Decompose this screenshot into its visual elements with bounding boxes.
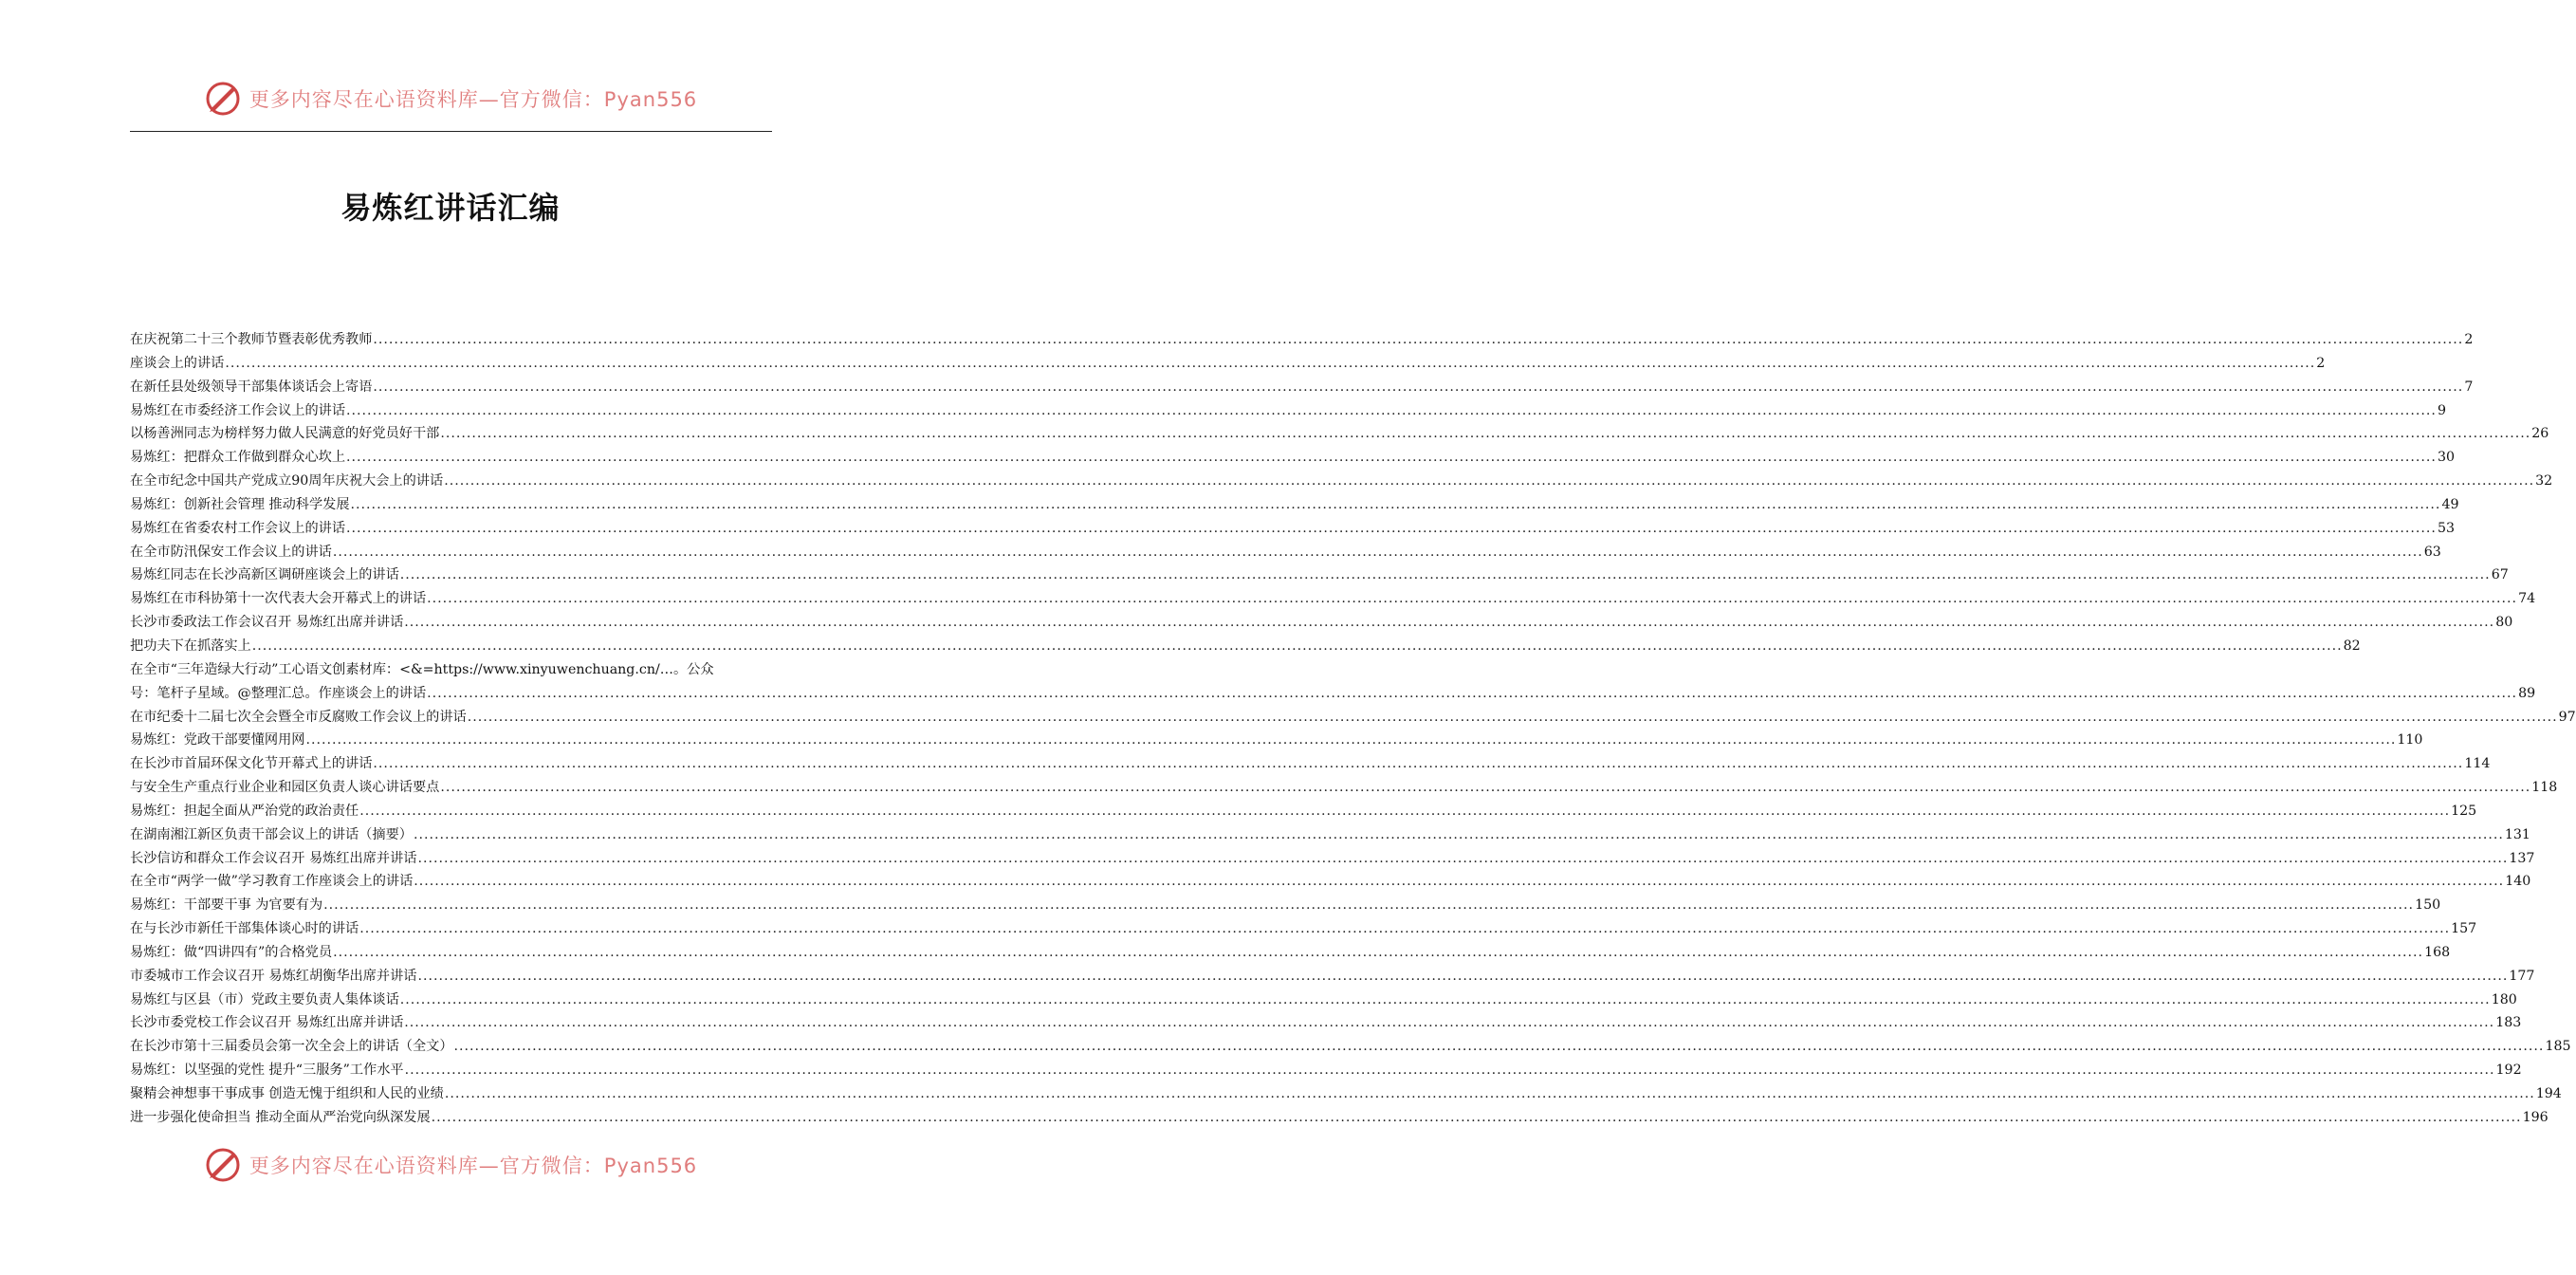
toc-item-title: 在庆祝第二十三个教师节暨表彰优秀教师 xyxy=(130,332,373,347)
toc-item-page: 89 xyxy=(2518,685,2536,701)
toc-item[interactable] xyxy=(130,1106,2548,1130)
toc-dot-leader: ................................................................................................................................................................................................................................................................................................................................................................................................................ xyxy=(323,897,2415,914)
toc-item-page: 125 xyxy=(2451,803,2477,819)
toc-dot-leader: ................................................................................................................................................................................................................................................................................................................................................................................................................ xyxy=(444,473,2535,490)
toc-item[interactable] xyxy=(130,564,2509,587)
toc-item-title: 与安全生产重点行业企业和园区负责人谈心讲话要点 xyxy=(130,780,440,796)
toc-item-page: 114 xyxy=(2464,756,2491,772)
toc-item[interactable] xyxy=(130,611,2513,635)
toc-item-title: 号：笔杆子星域。@整理汇总。作座谈会上的讲话 xyxy=(130,685,427,701)
toc-dot-leader: ................................................................................................................................................................................................................................................................................................................................................................................................................ xyxy=(333,944,2424,960)
toc-dot-leader: ................................................................................................................................................................................................................................................................................................................................................................................................................ xyxy=(431,1109,2522,1125)
toc-item-title: 在湖南湘江新区负责干部会议上的讲话（摘要） xyxy=(130,826,413,842)
toc-item-title: 易炼红与区县（市）党政主要负责人集体谈话 xyxy=(130,991,399,1007)
toc-dot-leader: ................................................................................................................................................................................................................................................................................................................................................................................................................ xyxy=(417,850,2509,866)
toc-item[interactable] xyxy=(130,917,2477,941)
toc-dot-leader: ................................................................................................................................................................................................................................................................................................................................................................................................................ xyxy=(350,496,2441,512)
toc-item-page: 180 xyxy=(2491,991,2517,1007)
toc-item-title: 易炼红：担起全面从严治党的政治责任 xyxy=(130,803,359,819)
toc-item-page: 32 xyxy=(2535,473,2553,490)
toc-item-page: 67 xyxy=(2491,567,2509,583)
toc-item[interactable] xyxy=(130,706,2576,730)
toc-item[interactable] xyxy=(130,446,2455,470)
toc-item-title: 聚精会神想事干事成事 创造无愧于组织和人民的业绩 xyxy=(130,1086,444,1101)
toc-dot-leader: ................................................................................................................................................................................................................................................................................................................................................................................................................ xyxy=(444,1086,2535,1101)
toc-item[interactable] xyxy=(130,1082,2562,1106)
toc-dot-leader: ................................................................................................................................................................................................................................................................................................................................................................................................................ xyxy=(332,544,2423,560)
toc-item[interactable] xyxy=(130,470,2553,493)
toc-item[interactable] xyxy=(130,823,2530,847)
toc-item-title: 座谈会上的讲话 xyxy=(130,355,225,371)
toc-item-page: 131 xyxy=(2504,826,2530,842)
toc-item[interactable] xyxy=(130,752,2491,776)
toc-dot-leader: ................................................................................................................................................................................................................................................................................................................................................................................................................ xyxy=(404,1015,2495,1031)
toc-item-page: 9 xyxy=(2437,402,2446,418)
toc-item[interactable] xyxy=(130,635,2361,658)
toc-item[interactable] xyxy=(130,517,2455,541)
toc-dot-leader: ................................................................................................................................................................................................................................................................................................................................................................................................................ xyxy=(440,780,2531,796)
toc-item-page: 110 xyxy=(2397,732,2423,748)
toc-dot-leader: ................................................................................................................................................................................................................................................................................................................................................................................................................ xyxy=(251,638,2343,654)
toc-item-title: 市委城市工作会议召开 易炼红胡衡华出席并讲话 xyxy=(130,968,417,984)
toc-dot-leader: ................................................................................................................................................................................................................................................................................................................................................................................................................ xyxy=(346,402,2437,418)
toc-item-page: 150 xyxy=(2415,897,2441,914)
toc-item-page: 49 xyxy=(2441,496,2459,512)
toc-item-page: 196 xyxy=(2522,1109,2548,1125)
toc-item-title: 易炼红在市科协第十一次代表大会开幕式上的讲话 xyxy=(130,591,427,607)
toc-dot-leader: ................................................................................................................................................................................................................................................................................................................................................................................................................ xyxy=(427,685,2518,701)
toc-item-page: 30 xyxy=(2437,450,2455,466)
toc-dot-leader: ................................................................................................................................................................................................................................................................................................................................................................................................................ xyxy=(373,756,2464,772)
toc-item-title: 在长沙市第十三届委员会第一次全会上的讲话（全文） xyxy=(130,1039,453,1055)
toc-dot-leader: ................................................................................................................................................................................................................................................................................................................................................................................................................ xyxy=(359,921,2451,937)
toc-item-page: 82 xyxy=(2343,638,2361,654)
toc-item-page: 157 xyxy=(2451,921,2477,937)
toc-item[interactable] xyxy=(130,328,2474,352)
toc-item-page: 168 xyxy=(2424,944,2451,960)
toc-item[interactable] xyxy=(130,493,2459,517)
toc-dot-leader: ................................................................................................................................................................................................................................................................................................................................................................................................................ xyxy=(413,826,2504,842)
toc-dot-leader: ................................................................................................................................................................................................................................................................................................................................................................................................................ xyxy=(427,591,2518,607)
toc-dot-leader: ................................................................................................................................................................................................................................................................................................................................................................................................................ xyxy=(404,615,2495,631)
toc-item-page: 63 xyxy=(2423,544,2441,560)
toc-item-page: 137 xyxy=(2509,850,2535,866)
toc-item-title: 在长沙市首届环保文化节开幕式上的讲话 xyxy=(130,756,373,772)
toc-item-title: 在全市防汛保安工作会议上的讲话 xyxy=(130,544,332,560)
toc-item-page: 2 xyxy=(2464,332,2474,347)
toc-dot-leader: ................................................................................................................................................................................................................................................................................................................................................................................................................ xyxy=(440,426,2531,442)
toc-item[interactable] xyxy=(130,776,2558,800)
toc-item-title: 在新任县处级领导干部集体谈话会上寄语 xyxy=(130,379,373,395)
footer-banner xyxy=(0,1144,901,1186)
toc-item-title: 长沙市委政法工作会议召开 易炼红出席并讲话 xyxy=(130,615,404,631)
toc-item-title: 长沙市委党校工作会议召开 易炼红出席并讲话 xyxy=(130,1015,404,1031)
header-divider xyxy=(130,131,772,132)
toc-item-title: 在全市纪念中国共产党成立90周年庆祝大会上的讲话 xyxy=(130,473,444,490)
toc-item-title: 易炼红在省委农村工作会议上的讲话 xyxy=(130,520,346,536)
toc-dot-leader: ................................................................................................................................................................................................................................................................................................................................................................................................................ xyxy=(453,1039,2545,1055)
table-of-contents xyxy=(130,328,2576,1130)
toc-item-title: 易炼红在市委经济工作会议上的讲话 xyxy=(130,402,346,418)
toc-item[interactable] xyxy=(130,989,2517,1012)
toc-item-page: 74 xyxy=(2518,591,2536,607)
toc-item-page: 97 xyxy=(2558,709,2576,725)
toc-item-title: 在与长沙市新任干部集体谈心时的讲话 xyxy=(130,921,359,937)
toc-item-title: 易炼红：创新社会管理 推动科学发展 xyxy=(130,496,350,512)
toc-item[interactable] xyxy=(130,800,2477,823)
header-banner xyxy=(0,78,901,120)
toc-item-page: 53 xyxy=(2437,520,2455,536)
toc-item-title: 在全市“三年造绿大行动”工心语文创素材库：<&=https://www.xinyuwenchuang.cn/…。公众 xyxy=(130,661,714,677)
toc-item-title: 以杨善洲同志为榜样努力做人民满意的好党员好干部 xyxy=(130,426,440,442)
page-title: 易炼红讲话汇编 xyxy=(340,190,561,226)
toc-item-title: 进一步强化使命担当 推动全面从严治党向纵深发展 xyxy=(130,1109,431,1125)
toc-item-title: 把功夫下在抓落实上 xyxy=(130,638,251,654)
toc-item[interactable] xyxy=(130,376,2474,399)
toc-dot-leader: ................................................................................................................................................................................................................................................................................................................................................................................................................ xyxy=(414,874,2505,890)
toc-item-page: 26 xyxy=(2531,426,2549,442)
toc-item-title: 易炼红：党政干部要懂网用网 xyxy=(130,732,305,748)
toc-item-page: 140 xyxy=(2505,874,2531,890)
toc-item[interactable] xyxy=(130,352,2326,376)
toc-dot-leader: ................................................................................................................................................................................................................................................................................................................................................................................................................ xyxy=(359,803,2451,819)
toc-dot-leader: ................................................................................................................................................................................................................................................................................................................................................................................................................ xyxy=(373,379,2464,395)
toc-dot-leader: ................................................................................................................................................................................................................................................................................................................................................................................................................ xyxy=(399,991,2491,1007)
toc-item[interactable] xyxy=(130,1059,2522,1082)
toc-item-page: 118 xyxy=(2531,780,2558,796)
pen-logo-icon xyxy=(204,1146,242,1184)
toc-item[interactable] xyxy=(130,1011,2522,1035)
toc-item-title: 在全市“两学一做”学习教育工作座谈会上的讲话 xyxy=(130,874,414,890)
banner-text: 更多内容尽在心语资料库—官方微信：Pyan556 xyxy=(248,1155,698,1177)
toc-item-page: 177 xyxy=(2509,968,2535,984)
toc-item-title: 易炼红：以坚强的党性 提升“三服务”工作水平 xyxy=(130,1062,404,1079)
toc-dot-leader: ................................................................................................................................................................................................................................................................................................................................................................................................................ xyxy=(399,567,2491,583)
toc-item-page: 80 xyxy=(2495,615,2513,631)
toc-item[interactable] xyxy=(130,847,2535,871)
toc-item[interactable] xyxy=(130,541,2441,564)
toc-item[interactable] xyxy=(130,1035,2571,1059)
toc-item-page: 185 xyxy=(2545,1039,2571,1055)
toc-item-title: 易炼红：做“四讲四有”的合格党员 xyxy=(130,944,333,960)
toc-dot-leader: ................................................................................................................................................................................................................................................................................................................................................................................................................ xyxy=(404,1062,2495,1079)
toc-item[interactable] xyxy=(130,682,2536,706)
toc-item-title: 易炼红：干部要干事 为官要有为 xyxy=(130,897,323,914)
toc-item[interactable] xyxy=(130,658,772,682)
toc-dot-leader: ................................................................................................................................................................................................................................................................................................................................................................................................................ xyxy=(305,732,2397,748)
toc-item-page: 194 xyxy=(2535,1086,2562,1101)
toc-dot-leader: ................................................................................................................................................................................................................................................................................................................................................................................................................ xyxy=(417,968,2509,984)
toc-dot-leader: ................................................................................................................................................................................................................................................................................................................................................................................................................ xyxy=(225,355,2316,371)
toc-dot-leader: ................................................................................................................................................................................................................................................................................................................................................................................................................ xyxy=(373,332,2464,347)
banner-text: 更多内容尽在心语资料库—官方微信：Pyan556 xyxy=(248,88,698,111)
toc-dot-leader: ................................................................................................................................................................................................................................................................................................................................................................................................................ xyxy=(467,709,2558,725)
toc-item-page: 183 xyxy=(2495,1015,2522,1031)
toc-item[interactable] xyxy=(130,587,2536,611)
toc-item[interactable] xyxy=(130,894,2441,917)
toc-item[interactable] xyxy=(130,729,2423,752)
toc-item[interactable] xyxy=(130,399,2446,423)
toc-item-title: 易炼红同志在长沙高新区调研座谈会上的讲话 xyxy=(130,567,399,583)
toc-item[interactable] xyxy=(130,965,2535,989)
toc-item-title: 在市纪委十二届七次全会暨全市反腐败工作会议上的讲话 xyxy=(130,709,467,725)
toc-item[interactable] xyxy=(130,870,2531,894)
toc-item[interactable] xyxy=(130,941,2451,965)
pen-logo-icon xyxy=(204,80,242,118)
toc-item-title: 长沙信访和群众工作会议召开 易炼红出席并讲话 xyxy=(130,850,417,866)
toc-item-page: 192 xyxy=(2495,1062,2522,1079)
toc-item-page: 2 xyxy=(2316,355,2326,371)
toc-item-title: 易炼红：把群众工作做到群众心坎上 xyxy=(130,450,346,466)
toc-item-page: 7 xyxy=(2464,379,2474,395)
toc-dot-leader: ................................................................................................................................................................................................................................................................................................................................................................................................................ xyxy=(346,450,2437,466)
toc-item[interactable] xyxy=(130,422,2549,446)
toc-dot-leader: ................................................................................................................................................................................................................................................................................................................................................................................................................ xyxy=(346,520,2437,536)
